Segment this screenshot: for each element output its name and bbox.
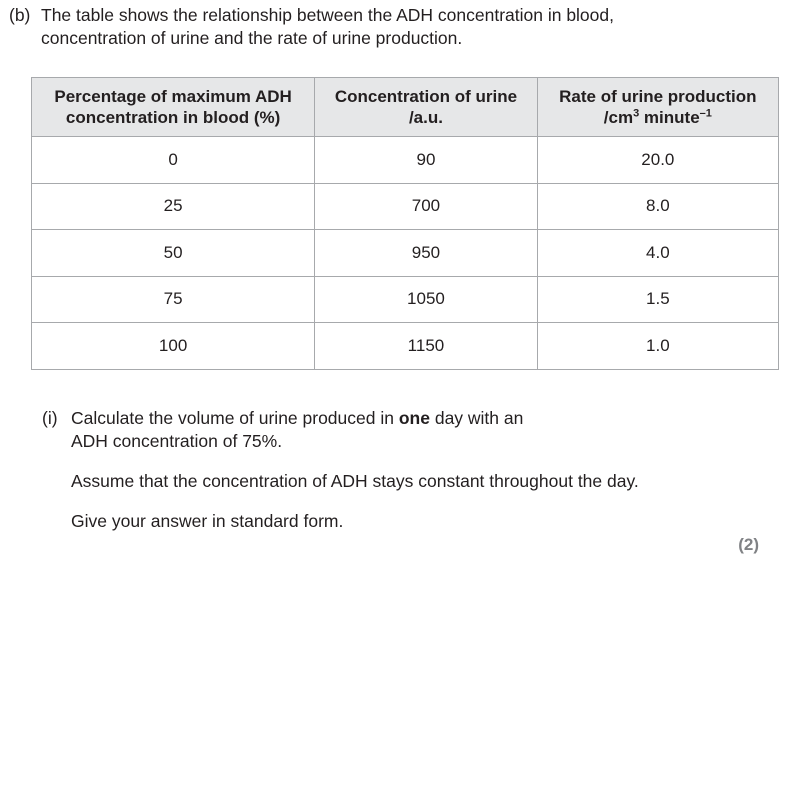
- cell-adh: 100: [32, 323, 315, 370]
- cell-rate: 1.5: [537, 276, 778, 323]
- part-b-label: (b): [9, 5, 31, 25]
- question-part-b: [9, 4, 779, 50]
- cell-adh: 50: [32, 230, 315, 277]
- cell-adh: 25: [32, 183, 315, 230]
- cell-concentration: 1150: [315, 323, 538, 370]
- cell-rate: 8.0: [537, 183, 778, 230]
- cell-rate: 20.0: [537, 137, 778, 184]
- cell-concentration: 700: [315, 183, 538, 230]
- part-b-line-2: concentration of urine and the rate of urine production.: [41, 28, 463, 48]
- part-b-text: [41, 4, 779, 50]
- cell-adh: 0: [32, 137, 315, 184]
- table-row: [32, 276, 779, 323]
- cell-concentration: 950: [315, 230, 538, 277]
- adh-data-table: [31, 77, 779, 370]
- part-i-standard-form: Give your answer in standard form.: [71, 511, 344, 531]
- header-adh-percentage: Percentage of maximum ADH concentration in blood (%): [32, 78, 315, 137]
- table-row: [32, 137, 779, 184]
- cell-rate: 1.0: [537, 323, 778, 370]
- part-b-line-1: The table shows the relationship between the ADH concentration in blood,: [41, 5, 614, 25]
- cell-rate: 4.0: [537, 230, 778, 277]
- part-i-label: (i): [42, 408, 58, 428]
- cell-concentration: 1050: [315, 276, 538, 323]
- header-urine-concentration: Concentration of urine /a.u.: [315, 78, 538, 137]
- part-i-assumption: Assume that the concentration of ADH stays constant throughout the day.: [71, 471, 639, 491]
- table-row: [32, 183, 779, 230]
- marks-indicator: (2): [738, 535, 759, 554]
- table-row: [32, 323, 779, 370]
- question-part-i: [42, 407, 762, 533]
- table-row: [32, 230, 779, 277]
- cell-adh: 75: [32, 276, 315, 323]
- cell-concentration: 90: [315, 137, 538, 184]
- header-urine-rate: Rate of urine production $/cm^3$ minute$^{-1}$: [537, 78, 778, 137]
- emphasis-one: one: [398, 408, 430, 428]
- table-header-row: [32, 78, 779, 137]
- part-i-instruction: Calculate the volume of urine produced in one day with an ADH concentration of 75%.: [71, 408, 524, 451]
